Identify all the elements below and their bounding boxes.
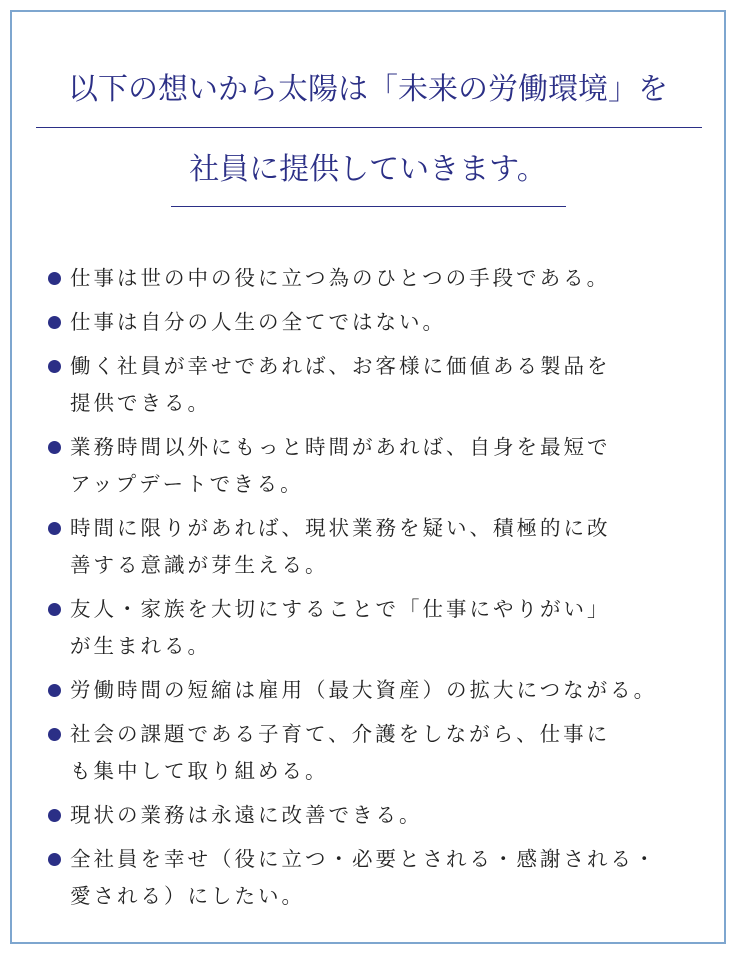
- list-item-text: 仕事は自分の人生の全てではない。: [70, 310, 446, 334]
- list-item-text: 労働時間の短縮は雇用（最大資産）の拡大につながる。: [70, 678, 658, 702]
- bullet-icon: [48, 603, 61, 616]
- heading-line-2: 社員に提供していきます。: [189, 152, 547, 187]
- list-item-text-continued: 善する意識が芽生える。: [70, 553, 329, 577]
- list-item: [46, 260, 716, 297]
- list-item: [46, 672, 716, 709]
- list-item: [46, 304, 716, 341]
- list-item-text: 友人・家族を大切にすることで「仕事にやりがい」: [70, 597, 611, 621]
- list-item-text-continued: が生まれる。: [70, 634, 211, 658]
- heading-underline-1: [36, 127, 702, 128]
- heading-underline-2: [171, 206, 566, 207]
- principles-list: [46, 260, 716, 922]
- bullet-icon: [48, 441, 61, 454]
- list-item: [46, 591, 716, 665]
- bullet-icon: [48, 684, 61, 697]
- heading-line-1: 以下の想いから太陽は「未来の労働環境」を: [68, 72, 668, 107]
- list-item: [46, 797, 716, 834]
- list-item-text: 時間に限りがあれば、現状業務を疑い、積極的に改: [70, 516, 611, 540]
- bullet-icon: [48, 522, 61, 535]
- bullet-icon: [48, 809, 61, 822]
- list-item-text: 現状の業務は永遠に改善できる。: [70, 803, 423, 827]
- list-item-text-continued: 愛される）にしたい。: [70, 884, 305, 908]
- bullet-icon: [48, 360, 61, 373]
- list-item-text: 仕事は世の中の役に立つ為のひとつの手段である。: [70, 266, 611, 290]
- bullet-icon: [48, 853, 61, 866]
- list-item: [46, 841, 716, 915]
- bullet-icon: [48, 272, 61, 285]
- list-item-text: 全社員を幸せ（役に立つ・必要とされる・感謝される・: [70, 847, 658, 871]
- list-item-text: 業務時間以外にもっと時間があれば、自身を最短で: [70, 435, 611, 459]
- bullet-icon: [48, 316, 61, 329]
- bullet-icon: [48, 728, 61, 741]
- list-item: [46, 429, 716, 503]
- list-item-text-continued: 提供できる。: [70, 391, 211, 415]
- list-item: [46, 510, 716, 584]
- list-item: [46, 716, 716, 790]
- list-item: [46, 348, 716, 422]
- list-item-text-continued: アップデートできる。: [70, 472, 304, 496]
- list-item-text: 社会の課題である子育て、介護をしながら、仕事に: [70, 722, 611, 746]
- list-item-text-continued: も集中して取り組める。: [70, 759, 329, 783]
- list-item-text: 働く社員が幸せであれば、お客様に価値ある製品を: [70, 354, 611, 378]
